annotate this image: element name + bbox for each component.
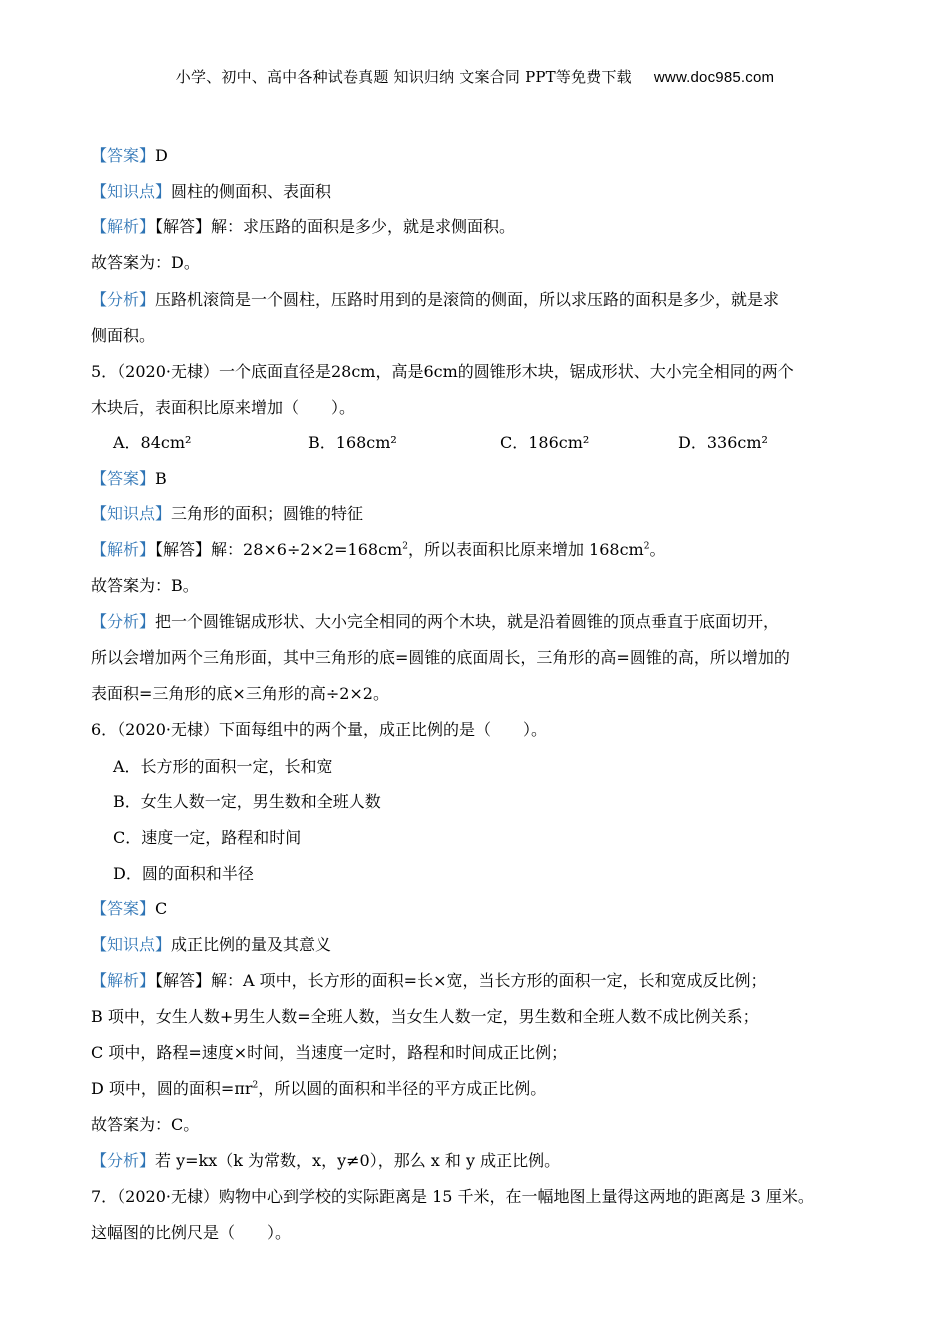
q5-reasoning-line2: 所以会增加两个三角形面，其中三角形的底=圆锥的底面周长，三角形的高=圆锥的高，所以增加的: [91, 648, 790, 667]
q6-reasoning: 【分析】若 y=kx（k 为常数，x，y≠0），那么 x 和 y 成正比例。: [91, 1151, 561, 1170]
q6-option-b: B．女生人数一定，男生数和全班人数: [113, 792, 381, 811]
q6-analysis-line3: C 项中，路程=速度×时间，当速度一定时，路程和时间成正比例；: [91, 1043, 568, 1062]
q4-reasoning-line1: 【分析】压路机滚筒是一个圆柱，压路时用到的是滚筒的侧面，所以求压路的面积是多少，就是求: [91, 290, 780, 309]
q6-result: 故答案为：C。: [91, 1115, 200, 1134]
q5-option-d: D．336cm²: [678, 433, 768, 452]
q5-option-b: B．168cm²: [308, 433, 397, 452]
q6-stem: 6．（2020·无棣）下面每组中的两个量，成正比例的是（ ）。: [91, 720, 547, 739]
q4-analysis: 【解析】【解答】解：求压路的面积是多少，就是求侧面积。: [91, 217, 516, 236]
q6-analysis-line1: 【解析】【解答】解：A 项中，长方形的面积=长×宽，当长方形的面积一定，长和宽成反比例；: [91, 971, 767, 990]
q6-option-a: A．长方形的面积一定，长和宽: [113, 757, 333, 776]
q7-stem-line2: 这幅图的比例尺是（ ）。: [91, 1223, 292, 1242]
q5-reasoning-line3: 表面积=三角形的底×三角形的高÷2×2。: [91, 684, 389, 703]
q5-analysis: 【解析】【解答】解：$28\times 6\div 2\times 2=168cm^2$，所以表面积比原来增加 $168cm^2$。: [91, 540, 666, 559]
q5-reasoning-line1: 【分析】把一个圆锥锯成形状、大小完全相同的两个木块，就是沿着圆锥的顶点垂直于底面切开，: [91, 612, 780, 631]
q4-reasoning-line2: 侧面积。: [91, 326, 156, 345]
q5-answer: 【答案】B: [91, 469, 167, 488]
q6-analysis-line2: B 项中，女生人数+男生人数=全班人数，当女生人数一定，男生数和全班人数不成比例关系；: [91, 1007, 759, 1026]
q5-option-a: A．84cm²: [113, 433, 192, 452]
q7-stem-line1: 7．（2020·无棣）购物中心到学校的实际距离是 15 千米，在一幅地图上量得这两地的距离是 3 厘米。: [91, 1187, 814, 1206]
q6-answer: 【答案】C: [91, 899, 168, 918]
header-site[interactable]: www.doc985.com: [653, 69, 775, 86]
q5-stem-line2: 木块后，表面积比原来增加（ ）。: [91, 398, 356, 417]
q4-knowledge-point: 【知识点】圆柱的侧面积、表面积: [91, 182, 332, 201]
q4-result: 故答案为：D。: [91, 253, 200, 272]
q5-result: 故答案为：B。: [91, 576, 199, 595]
q5-options: [91, 433, 768, 453]
q5-option-c: C．186cm²: [500, 433, 590, 452]
q5-stem-line1: 5．（2020·无棣）一个底面直径是28cm，高是6cm的圆锥形木块，锯成形状、大小完全相同的两个: [91, 362, 794, 381]
q6-option-d: D．圆的面积和半径: [113, 864, 254, 883]
q5-knowledge-point: 【知识点】三角形的面积；圆锥的特征: [91, 504, 364, 523]
header-text: 小学、初中、高中各种试卷真题 知识归纳 文案合同 PPT等免费下载: [175, 68, 632, 86]
page-header: [0, 66, 950, 87]
q4-answer: 【答案】D: [91, 146, 168, 165]
q6-analysis-line4: D 项中，圆的面积$=\pi r^2$，所以圆的面积和半径的平方成正比例。: [91, 1079, 547, 1098]
q6-knowledge-point: 【知识点】成正比例的量及其意义: [91, 935, 332, 954]
q6-option-c: C．速度一定，路程和时间: [113, 828, 302, 847]
